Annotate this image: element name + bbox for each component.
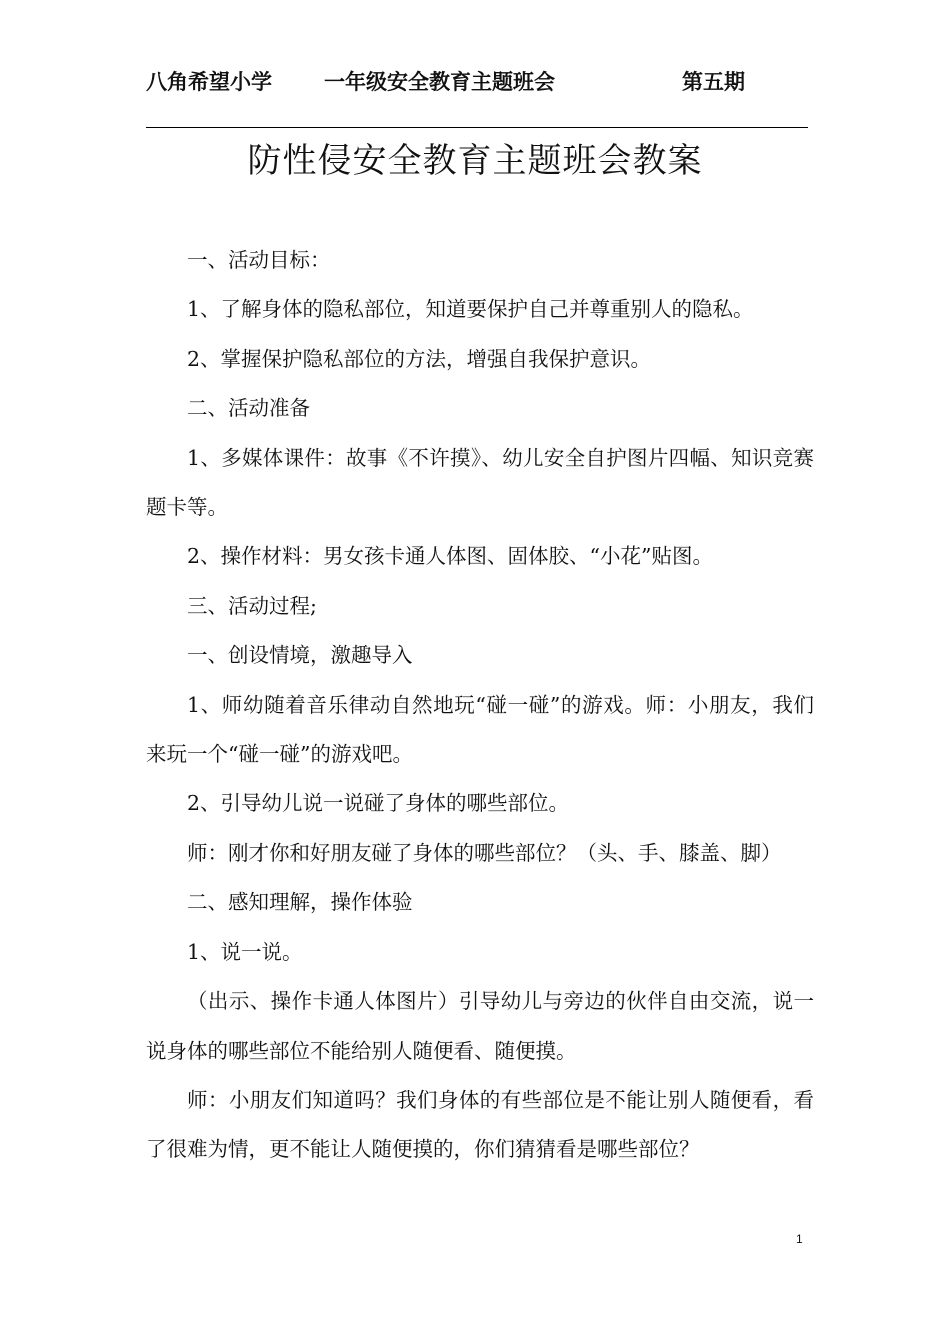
paragraph: 2、掌握保护隐私部位的方法，增强自我保护意识。 <box>187 346 652 371</box>
paragraph: 师：刚才你和好朋友碰了身体的哪些部位？（头、手、膝盖、脚） <box>187 840 782 865</box>
header-issue-number: 第五期 <box>682 70 745 94</box>
page-header <box>0 66 950 100</box>
paragraph: 二、活动准备 <box>187 396 310 421</box>
paragraph: 1、说一说。 <box>187 939 303 964</box>
paragraph: 1、多媒体课件：故事《不许摸》、幼儿安全自护图片四幅、知识竞赛题卡等。 <box>146 445 814 520</box>
paragraph: 三、活动过程; <box>187 593 317 618</box>
paragraph: 一、创设情境，激趣导入 <box>187 643 413 668</box>
document-title: 防性侵安全教育主题班会教案 <box>247 141 703 181</box>
paragraph: 师：小朋友们知道吗？我们身体的有些部位是不能让别人随便看，看了很难为情，更不能让人随便摸的，你们猜猜看是哪些部位？ <box>146 1087 814 1162</box>
paragraph: 1、师幼随着音乐律动自然地玩“碰一碰”的游戏。师：小朋友，我们来玩一个“碰一碰”的游戏吧。 <box>146 692 814 767</box>
document-body <box>146 236 814 1175</box>
paragraph: 二、感知理解，操作体验 <box>187 890 413 915</box>
paragraph: 2、操作材料：男女孩卡通人体图、固体胶、“小花”贴图。 <box>187 544 714 569</box>
header-divider <box>146 127 808 128</box>
page-number: 1 <box>796 1232 803 1246</box>
paragraph: 1、了解身体的隐私部位，知道要保护自己并尊重别人的隐私。 <box>187 297 754 322</box>
header-subject: 一年级安全教育主题班会 <box>324 70 555 94</box>
paragraph: （出示、操作卡通人体图片）引导幼儿与旁边的伙伴自由交流，说一说身体的哪些部位不能给别人随便看、随便摸。 <box>146 989 814 1063</box>
header-school-name: 八角希望小学 <box>146 70 272 94</box>
paragraph: 2、引导幼儿说一说碰了身体的哪些部位。 <box>187 791 570 816</box>
paragraph: 一、活动目标： <box>187 248 331 272</box>
